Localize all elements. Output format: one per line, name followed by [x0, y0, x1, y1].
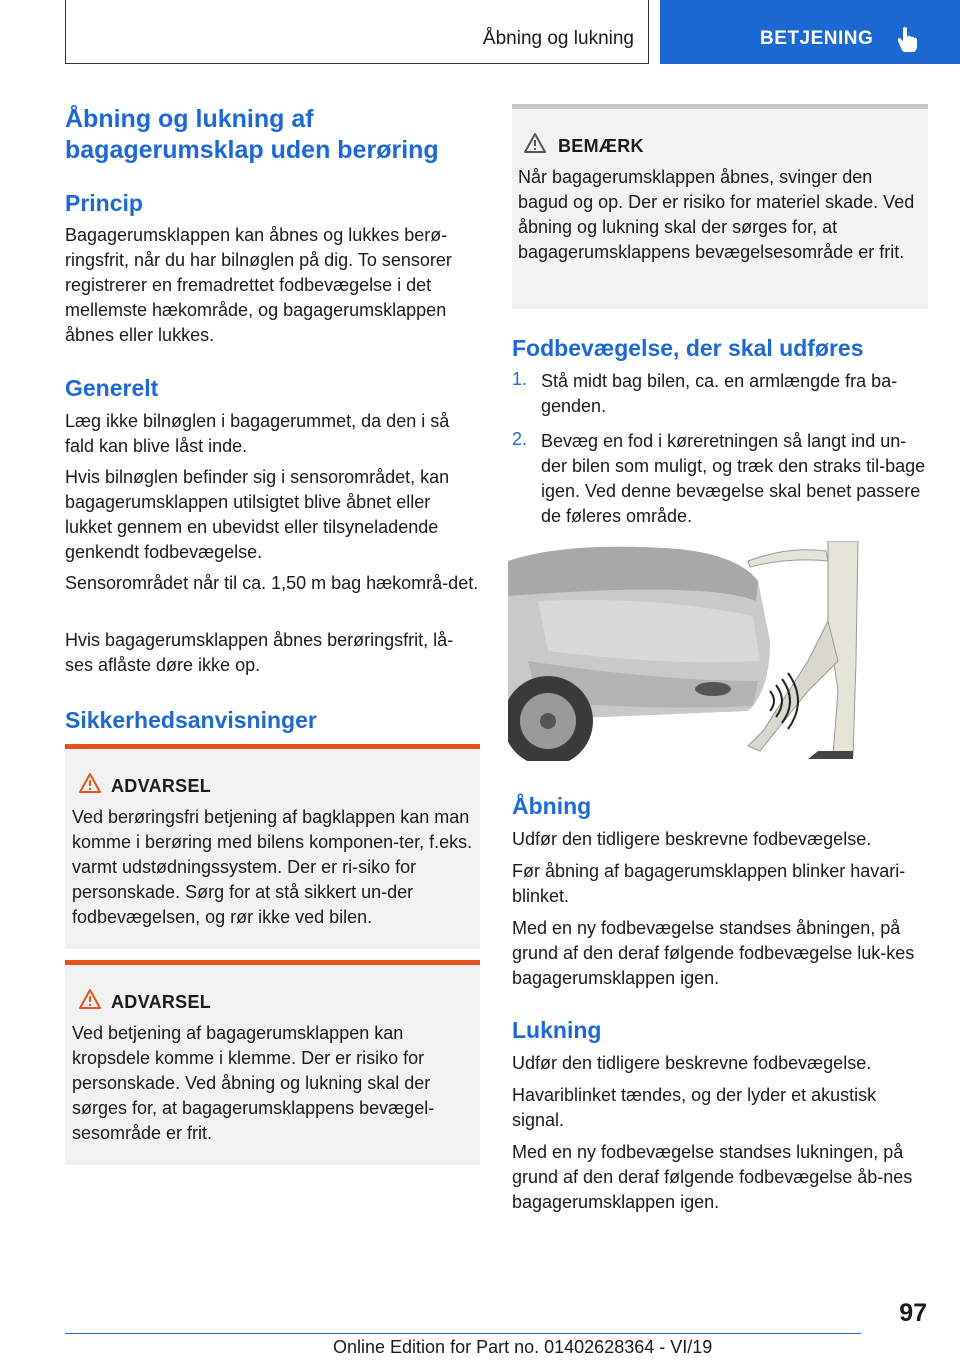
warning-triangle-icon: [79, 989, 101, 1009]
princip-text: Bagagerumsklappen kan åbnes og lukkes berø-ringsfrit, når du har bilnøglen på dig. To sensorer registrerer en fremadrettet fodbevægelse i det mellemste hækområde, og bagagerumsklappen åbnes eller lukkes.: [65, 225, 452, 345]
abning-paragraph-2: Før åbning af bagagerumsklappen blinker havari-blinket.: [512, 861, 906, 906]
note-box: [512, 104, 928, 309]
step-2-number: 2.: [512, 429, 528, 449]
note-label: BEMÆRK: [558, 136, 644, 156]
hand-pointer-icon: [898, 26, 920, 52]
lukning-paragraph-1: Udfør den tidligere beskrevne fodbevægelse.: [512, 1053, 872, 1073]
header-chapter-title: BETJENING: [760, 28, 874, 49]
page-number: 97: [899, 1299, 927, 1327]
generelt-heading: Generelt: [65, 375, 159, 401]
header-section-tab: [65, 0, 649, 64]
footer-edition: Online Edition for Part no. 01402628364 - VI/19: [333, 1337, 713, 1357]
header-chapter-tab: [660, 0, 960, 64]
generelt-paragraph-2: Hvis bilnøglen befinder sig i sensorområdet, kan bagagerumsklappen utilsigtet blive åbnet eller lukket gennem en ubevidst eller tilsyneladende genkendt fodbevægelse.: [65, 467, 450, 562]
note-text: Når bagagerumsklappen åbnes, svinger den bagud og op. Der er risiko for materiel skade. Ved åbning og lukning skal der sørges for, at bagagerumsklappens bevægelsesområde er frit.: [518, 167, 915, 262]
warning-1-label: ADVARSEL: [111, 776, 212, 796]
generelt-paragraph-3: Sensorområdet når til ca. 1,50 m bag hækområ-det.: [65, 573, 479, 593]
abning-heading: Åbning: [512, 793, 592, 819]
lukning-heading: Lukning: [512, 1017, 602, 1043]
sikkerhed-heading: Sikkerhedsanvisninger: [65, 707, 317, 733]
lukning-paragraph-2: Havariblinket tændes, og der lyder et akustisk signal.: [512, 1085, 877, 1130]
foot-gesture-illustration: [508, 541, 863, 761]
abning-paragraph-1: Udfør den tidligere beskrevne fodbevægelse.: [512, 829, 872, 849]
warning-box-2: [65, 960, 480, 1165]
generelt-paragraph-4: Hvis bagagerumsklappen åbnes berøringsfrit, lå-ses aflåste døre ikke op.: [65, 630, 454, 675]
warning-triangle-icon: [79, 773, 101, 793]
warning-triangle-icon: [524, 133, 546, 153]
step-2-text: Bevæg en fod i køreretningen så langt ind un-der bilen som muligt, og træk den straks til-bage igen. Ved denne bevægelse skal benet passere de føleres område.: [541, 431, 926, 526]
header-section-title: Åbning og lukning: [482, 28, 634, 49]
princip-heading: Princip: [65, 190, 143, 216]
footer-divider: [65, 1333, 861, 1334]
page-title: Åbning og lukning af bagagerumsklap uden berøring: [65, 105, 439, 164]
warning-2-text: Ved betjening af bagagerumsklappen kan kropsdele komme i klemme. Der er risiko for personskade. Ved åbning og lukning skal der sørges for, at bagagerumsklappens bevægel-sesområde er frit.: [72, 1023, 435, 1143]
lukning-paragraph-3: Med en ny fodbevægelse standses lukningen, på grund af den deraf følgende fodbevægelse åb-nes bagagerumsklappen igen.: [512, 1142, 913, 1212]
generelt-paragraph-1: Læg ikke bilnøglen i bagagerummet, da den i så fald kan blive låst inde.: [65, 411, 450, 456]
warning-1-text: Ved berøringsfri betjening af bagklappen kan man komme i berøring med bilens komponen-ter, f.eks. varmt udstødningssystem. Der er ri-siko for personskade. Sørg for at stå sikkert un-der fodbevægelsen, og rør ikke ved bilen.: [72, 807, 473, 927]
step-1-text: Stå midt bag bilen, ca. en armlængde fra ba-genden.: [541, 371, 898, 416]
abning-paragraph-3: Med en ny fodbevægelse standses åbningen, på grund af den deraf følgende fodbevægelse luk-kes bagagerumsklappen igen.: [512, 918, 915, 988]
warning-box-1: [65, 744, 480, 949]
step-1-number: 1.: [512, 369, 528, 389]
fodbevaegelse-heading: Fodbevægelse, der skal udføres: [512, 335, 864, 361]
warning-2-label: ADVARSEL: [111, 992, 212, 1012]
